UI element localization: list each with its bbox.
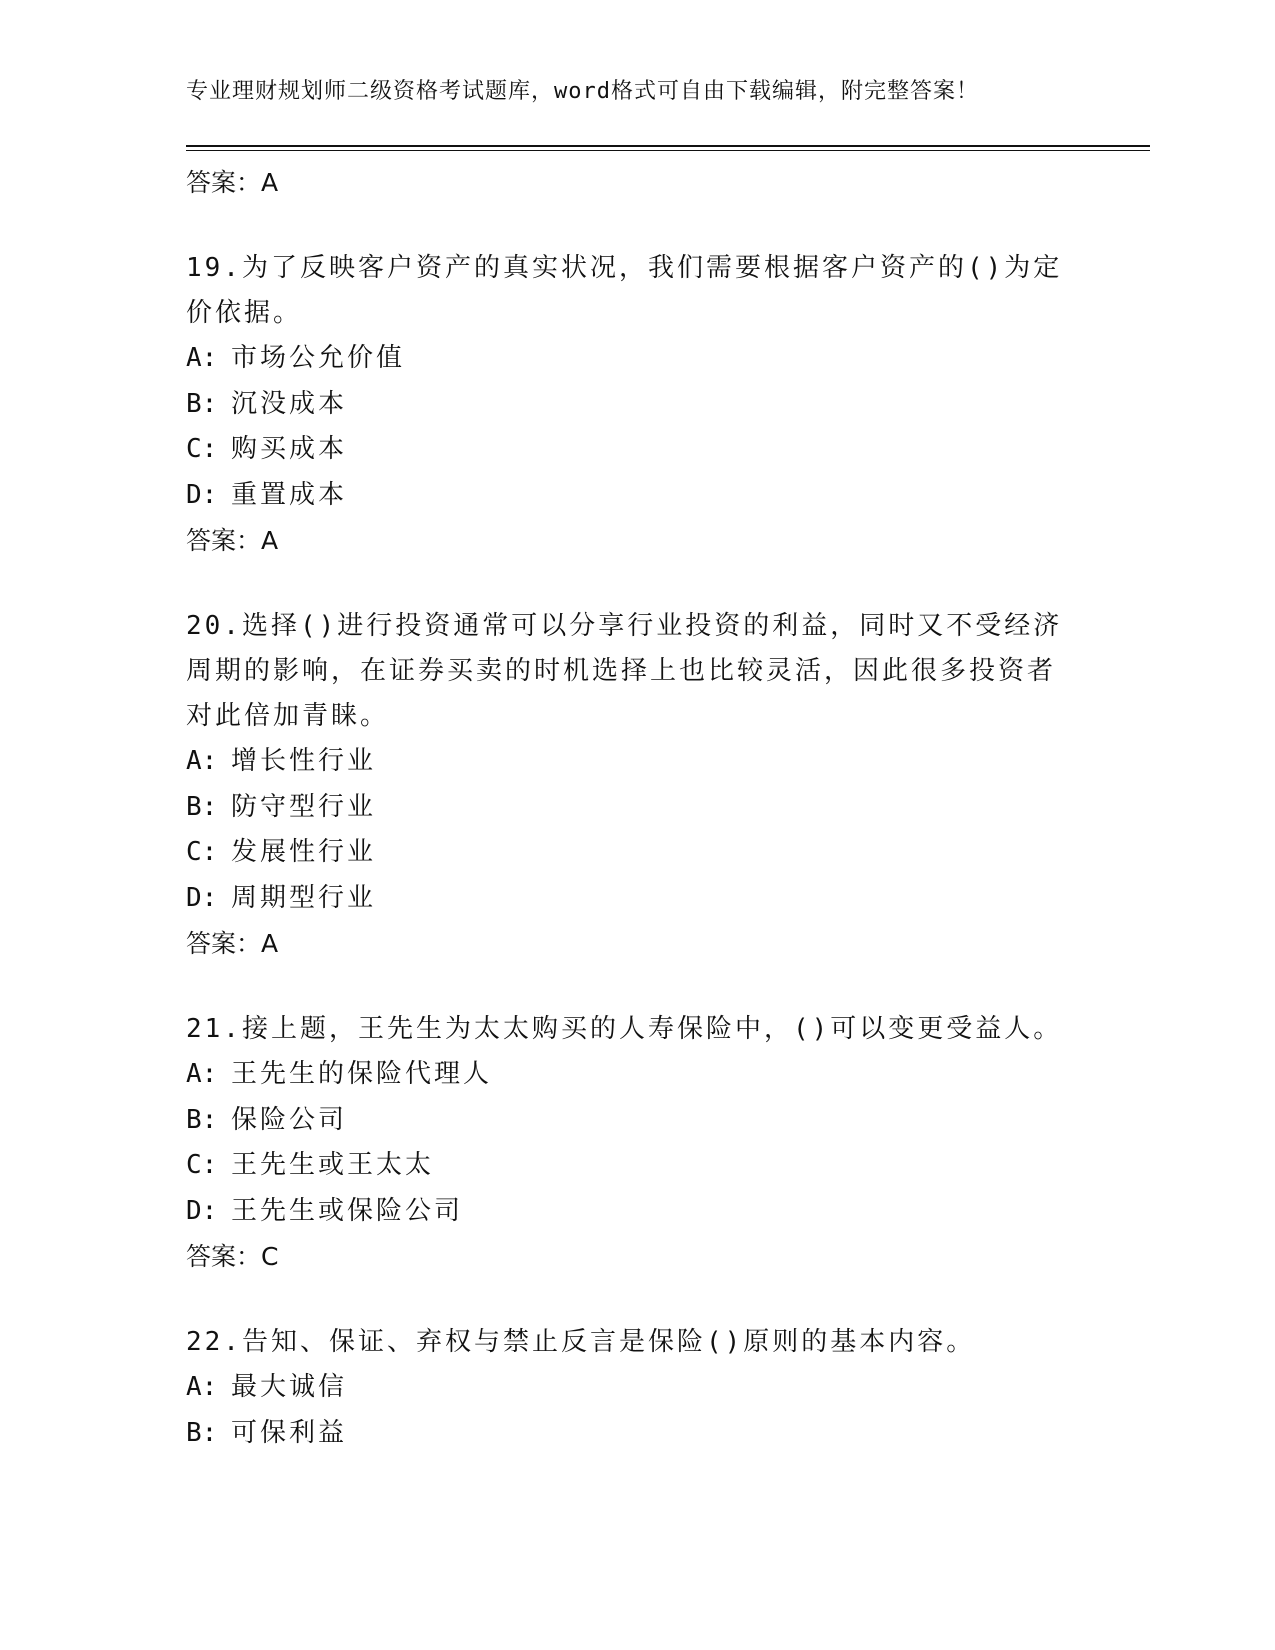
option-letter: D: [186,1195,218,1226]
option-text: 增长性行业 [231,746,377,776]
question-stem: 20.选择()进行投资通常可以分享行业投资的利益，同时又不受经济周期的影响，在证券买卖的时机选择上也比较灵活，因此很多投资者对此倍加青睐。 [186,611,1063,731]
option-text: 王先生的保险代理人 [231,1059,493,1089]
option-item [186,1411,1086,1457]
option-item [186,473,1086,519]
option-item [186,1189,1086,1235]
option-item [186,1098,1086,1144]
option-item [186,427,1086,473]
answer-line: 答案：A [186,168,279,197]
option-item [186,1052,1086,1098]
option-text: 发展性行业 [231,837,377,867]
option-text: 保险公司 [231,1104,348,1135]
option-letter: A: [186,1059,218,1089]
option-letter: B: [186,791,218,822]
option-text: 防守型行业 [231,791,377,822]
question-block [186,246,1086,564]
option-letter: C: [186,1150,218,1180]
header-rule [186,145,1150,147]
answer-line: 答案：A [186,929,279,958]
answer-line: 答案：C [186,1242,279,1271]
question-block [186,1007,1086,1280]
question-block [186,604,1086,967]
question-stem: 21.接上题，王先生为太太购买的人寿保险中，()可以变更受益人。 [186,1014,1063,1044]
option-text: 沉没成本 [231,388,348,419]
option-text: 王先生或保险公司 [231,1195,464,1226]
option-item [186,785,1086,831]
option-item [186,830,1086,876]
option-text: 周期型行业 [231,882,377,913]
option-letter: A: [186,343,218,373]
option-text: 市场公允价值 [231,343,406,373]
question-stem: 19.为了反映客户资产的真实状况，我们需要根据客户资产的()为定价依据。 [186,253,1063,328]
option-item [186,876,1086,922]
option-letter: D: [186,479,218,510]
option-letter: D: [186,882,218,913]
option-text: 最大诚信 [231,1372,348,1402]
option-letter: C: [186,837,218,867]
option-item [186,1365,1086,1411]
answer-line: 答案：A [186,526,279,555]
document-body [186,160,1086,1456]
option-item [186,336,1086,382]
option-text: 购买成本 [231,434,348,464]
option-letter: B: [186,1104,218,1135]
option-text: 可保利益 [231,1417,348,1448]
option-text: 重置成本 [231,479,348,510]
header-rule-thin [186,150,1150,151]
option-item [186,382,1086,428]
option-text: 王先生或王太太 [231,1150,435,1180]
option-item [186,1143,1086,1189]
option-letter: B: [186,388,218,419]
question-block [186,1320,1086,1456]
question-stem: 22.告知、保证、弃权与禁止反言是保险()原则的基本内容。 [186,1327,976,1357]
option-letter: C: [186,434,218,464]
option-letter: A: [186,1372,218,1402]
option-letter: B: [186,1417,218,1448]
option-item [186,739,1086,785]
page-header: 专业理财规划师二级资格考试题库，word格式可自由下载编辑，附完整答案！ [186,79,979,104]
option-letter: A: [186,746,218,776]
